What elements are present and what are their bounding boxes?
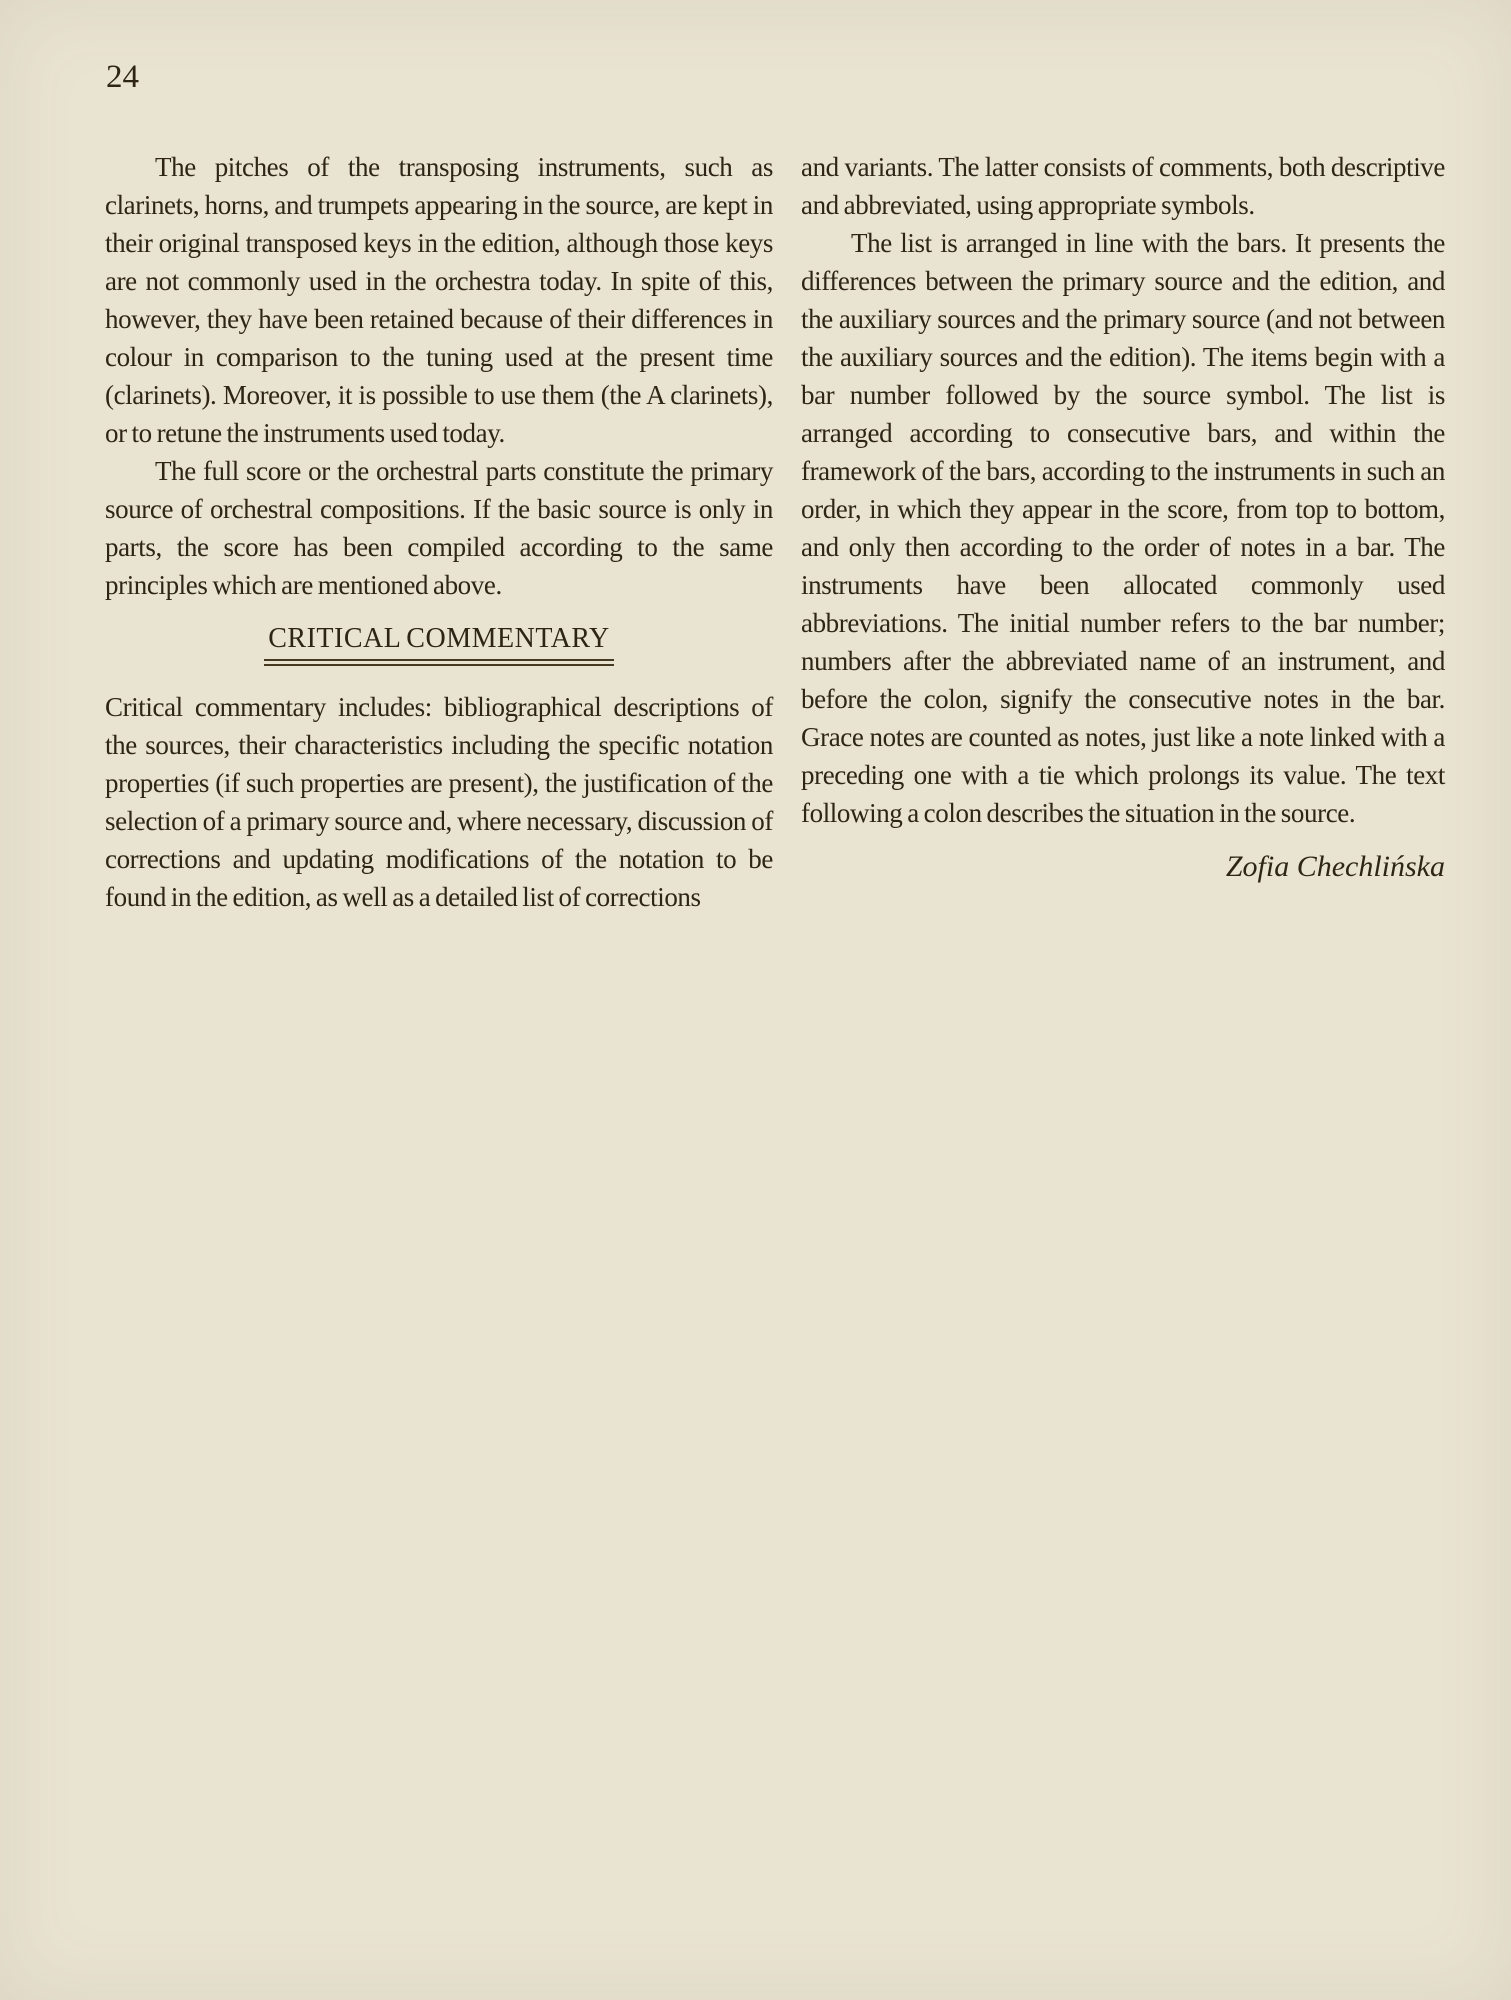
paragraph-transposing-instruments: The pitches of the transposing instruments, such as clarinets, horns, and trumpets appearing in the source, are kept in their original transposed keys in the edition, although those keys are not commonly used in the orchestra today. In spite of this, however, they have been retained because of their differences in colour in comparison to the tuning used at the present time (clarinets). Moreover, it is possible to use them (the A clarinets), or to retune the instruments used today. [105,152,773,448]
page-number: 24 [106,59,139,95]
paragraph-critical-commentary-includes: Critical commentary includes: bibliographical descriptions of the sources, their characteristics including the specific notation properties (if such properties are present), the justification of the selection of a primary source and, where necessary, discussion of corrections and updating modifications of the notation to be found in the edition, as well as a detailed list of corrections [105,692,773,912]
left-column [105,148,773,916]
paragraph-and-variants: and variants. The latter consists of comments, both descriptive and abbreviated, using appropriate symbols. [801,152,1445,220]
paragraph-list-arrangement: The list is arranged in line with the bars. It presents the differences between the primary source and the edition, and the auxiliary sources and the primary source (and not between the auxiliary sources and the edition). The items begin with a bar number followed by the source symbol. The list is arranged according to consecutive bars, and within the framework of the bars, according to the instruments in such an order, in which they appear in the score, from top to bottom, and only then according to the order of notes in a bar. The instruments have been allocated commonly used abbreviations. The initial number refers to the bar number; numbers after the abbreviated name of an instrument, and before the colon, signify the consecutive notes in the bar. Grace notes are counted as notes, just like a note linked with a preceding one with a tie which prolongs its value. The text following a colon describes the situation in the source. [801,228,1445,828]
right-column [801,148,1445,886]
paragraph-full-score: The full score or the orchestral parts constitute the primary source of orchestral compositions. If the basic source is only in parts, the score has been compiled according to the same principles which are mentioned above. [105,456,773,600]
section-heading [105,624,773,666]
section-heading-text: CRITICAL COMMENTARY [264,624,614,666]
author-signature: Zofia Chechlińska [1225,850,1445,883]
